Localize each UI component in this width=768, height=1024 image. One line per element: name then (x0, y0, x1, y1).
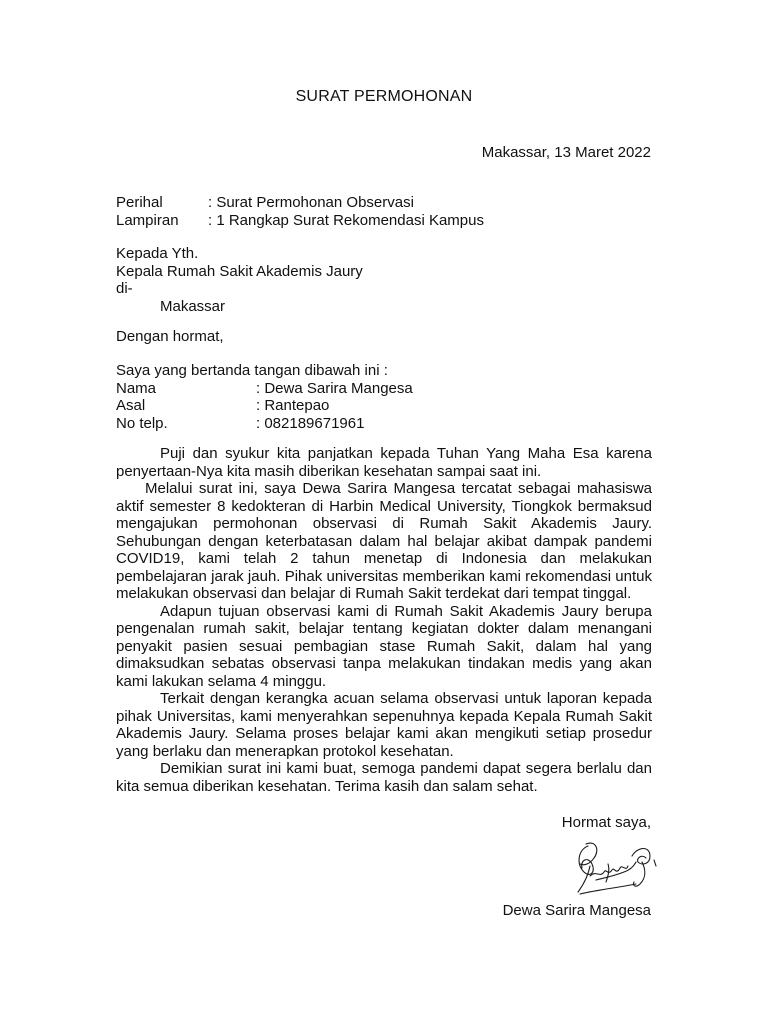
attachment-row (116, 212, 484, 230)
letter-body (116, 445, 652, 795)
place-date: Makassar, 13 Maret 2022 (481, 144, 651, 161)
closing-salutation: Hormat saya, (561, 814, 651, 831)
subject-row (116, 194, 484, 212)
recipient-city: Makassar (160, 297, 226, 315)
body-paragraph: Adapun tujuan observasi kami di Rumah Sakit Akademis Jaury berupa pengenalan rumah sakit, belajar tentang kegiatan dokter dalam menangani penyakit pasien sesuai pembagian stase Rumah Sakit, dalam hal yang dimaksudkan sebatas observasi tanpa melakukan tindakan medis yang akan kami lakukan selama 4 minggu. (116, 602, 652, 690)
recipient-line: Kepala Rumah Sakit Akademis Jaury (116, 262, 363, 280)
attachment-value: : 1 Rangkap Surat Rekomendasi Kampus (208, 211, 484, 229)
identity-label: No telp. (116, 414, 168, 432)
identity-label: Asal (116, 397, 146, 414)
greeting: Dengan hormat, (116, 328, 224, 345)
subject-label: Perihal (116, 194, 163, 211)
identity-row (116, 397, 413, 415)
body-paragraph: Puji dan syukur kita panjatkan kepada Tuhan Yang Maha Esa karena penyertaan-Nya kita masih diberikan kesehatan sampai saat ini. (116, 445, 652, 480)
attachment-label: Lampiran (116, 211, 179, 229)
body-paragraph: Terkait dengan kerangka acuan selama observasi untuk laporan kepada pihak Universitas, kami menyerahkan sepenuhnya kepada Kepala Rumah Sakit Akademis Jaury. Selama proses belajar kami akan mengikuti setiap prosedur yang berlaku dan menerapkan protokol kesehatan. (116, 690, 652, 760)
identity-value: : Rantepao (256, 397, 330, 414)
identity-row (116, 380, 413, 398)
letter-meta (116, 194, 484, 229)
signer-name: Dewa Sarira Mangesa (502, 902, 651, 919)
letter-title: SURAT PERMOHONAN (295, 88, 473, 105)
identity-block (116, 362, 413, 432)
identity-value: : Dewa Sarira Mangesa (256, 379, 413, 397)
handwritten-signature (566, 836, 666, 902)
identity-row (116, 415, 413, 433)
recipient-address (116, 245, 363, 315)
subject-value: : Surat Permohonan Observasi (208, 194, 414, 211)
identity-label: Nama (116, 379, 157, 397)
body-paragraph: Demikian surat ini kami buat, semoga pandemi dapat segera berlalu dan kita semua diberikan kesehatan. Terima kasih dan salam sehat. (116, 760, 652, 795)
recipient-line: di- (116, 280, 133, 297)
identity-value: : 082189671961 (256, 414, 365, 432)
body-paragraph: Melalui surat ini, saya Dewa Sarira Mangesa tercatat sebagai mahasiswa aktif semester 8 kedokteran di Harbin Medical University, Tiongkok bermaksud mengajukan permohonan observasi di Rumah Sakit Akademis Jaury. Sehubungan dengan keterbatasan dalam hal belajar akibat dampak pandemi COVID19, kami telah 2 tahun menetap di Indonesia dan melakukan pembelajaran jarak jauh. Pihak universitas memberikan kami rekomendasi untuk melakukan observasi dan belajar di Rumah Sakit terdekat dari tempat tinggal. (116, 480, 652, 602)
recipient-line: Kepada Yth. (116, 245, 199, 262)
identity-intro: Saya yang bertanda tangan dibawah ini : (116, 362, 388, 379)
